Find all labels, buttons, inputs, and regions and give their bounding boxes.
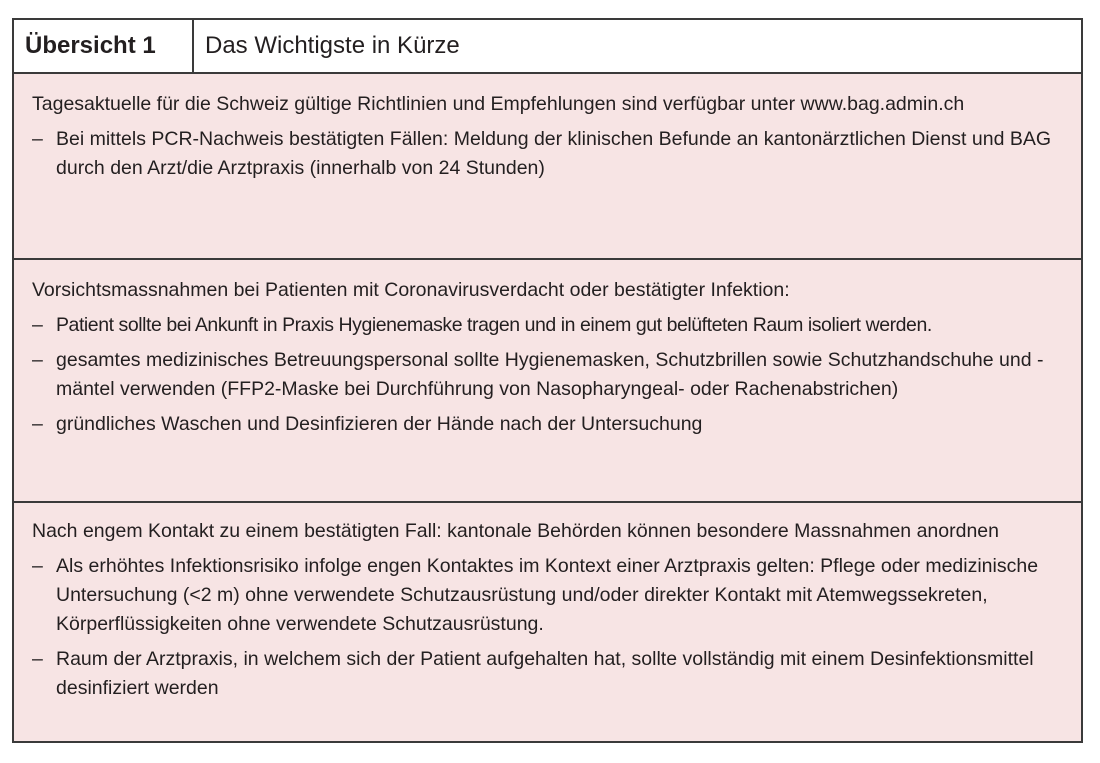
- list-item-text: Patient sollte bei Ankunft in Praxis Hygienemaske tragen und in einem gut belüfteten Raum isoliert werden.: [56, 314, 932, 336]
- section-intro: Vorsichtsmassnahmen bei Patienten mit Coronavirusverdacht oder bestätigter Infektion:: [32, 279, 790, 301]
- section-close-contact: [14, 503, 1081, 741]
- dash-bullet: –: [32, 349, 43, 371]
- list-item-text: Raum der Arztpraxis, in welchem sich der Patient aufgehalten hat, sollte vollständig mit einem Desinfektionsmittel desinfiziert werden: [56, 648, 1034, 699]
- overview-label: Übersicht 1: [14, 20, 194, 72]
- list-item: [32, 410, 1063, 439]
- dash-bullet: –: [32, 128, 43, 150]
- section-reporting: [14, 74, 1081, 260]
- dash-bullet: –: [32, 314, 43, 336]
- list-item: [32, 311, 1063, 340]
- bullet-list: [32, 311, 1063, 439]
- dash-bullet: –: [32, 648, 43, 670]
- list-item-text: Bei mittels PCR-Nachweis bestätigten Fällen: Meldung der klinischen Befunde an kantonärztlichen Dienst und BAG durch den Arzt/die Arztpraxis (innerhalb von 24 Stunden): [56, 128, 1052, 179]
- overview-title: Das Wichtigste in Kürze: [205, 32, 460, 59]
- section-precautions: [14, 260, 1081, 503]
- list-item: [32, 552, 1063, 639]
- list-item: [32, 346, 1063, 404]
- list-item: [32, 645, 1063, 703]
- section-intro: Tagesaktuelle für die Schweiz gültige Richtlinien und Empfehlungen sind verfügbar unter www.bag.admin.ch: [32, 93, 965, 115]
- list-item-text: gründliches Waschen und Desinfizieren der Hände nach der Untersuchung: [56, 413, 703, 435]
- bullet-list: [32, 125, 1063, 183]
- box-header: [14, 20, 1081, 74]
- dash-bullet: –: [32, 555, 43, 577]
- list-item: [32, 125, 1063, 183]
- dash-bullet: –: [32, 413, 43, 435]
- list-item-text: gesamtes medizinisches Betreuungspersonal sollte Hygienemasken, Schutzbrillen sowie Schutzhandschuhe und -mäntel verwenden (FFP2-Maske bei Durchführung von Nasopharyngeal- oder Rachenabstrichen): [56, 349, 1044, 400]
- list-item-text: Als erhöhtes Infektionsrisiko infolge engen Kontaktes im Kontext einer Arztpraxis gelten: Pflege oder medizinische Untersuchung (<2 m) ohne verwendete Schutzausrüstung und/oder direkter Kontakt mit Atemwegssekreten, Körperflüssigkeiten ohne verwendete Schutzausrüstung.: [56, 555, 1039, 635]
- overview-box: [12, 18, 1083, 743]
- section-intro: Nach engem Kontakt zu einem bestätigten Fall: kantonale Behörden können besondere Massnahmen anordnen: [32, 520, 999, 542]
- bullet-list: [32, 552, 1063, 703]
